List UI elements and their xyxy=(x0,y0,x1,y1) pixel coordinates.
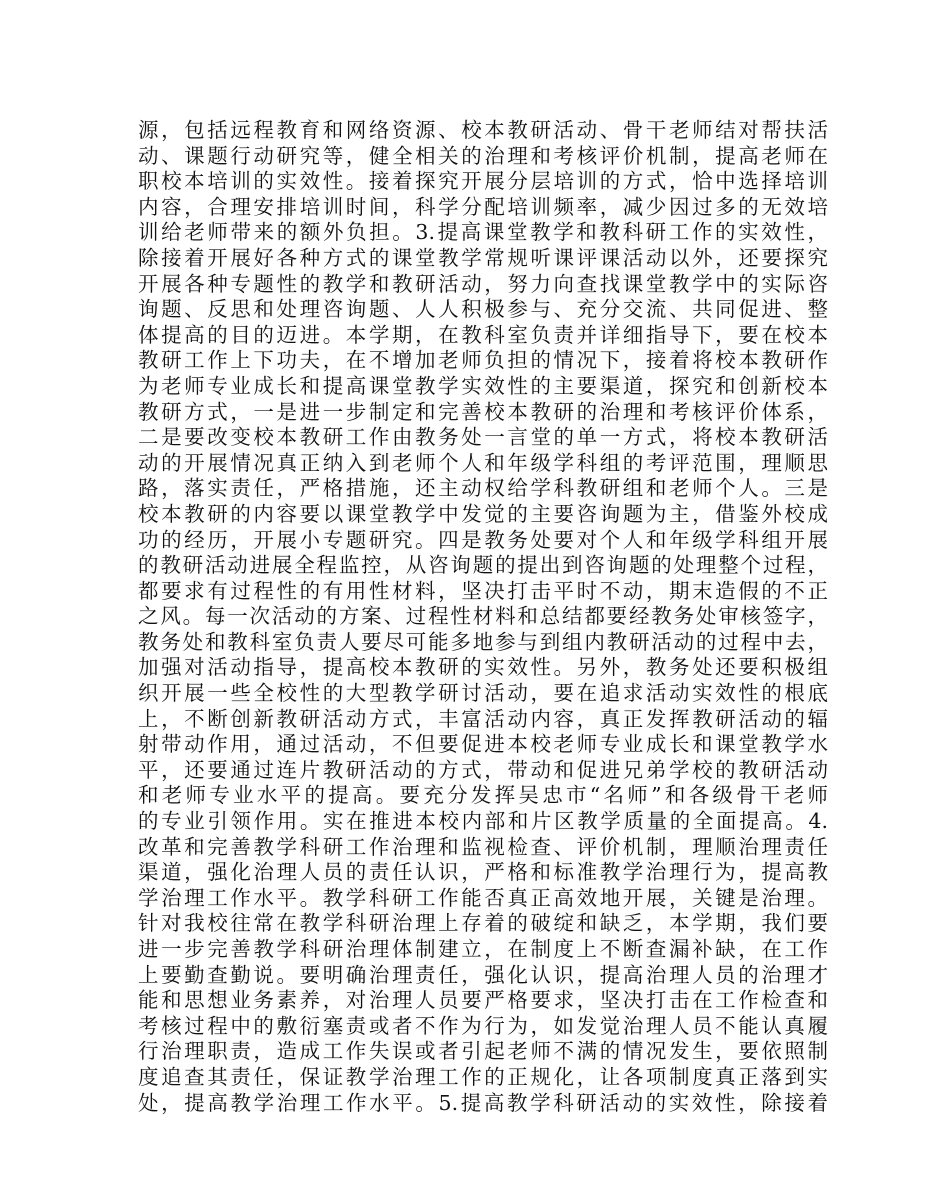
text-line: 渠道，强化治理人员的责任认识，严格和标准教学治理行为，提高教 xyxy=(138,860,828,885)
text-line: 源，包括远程教育和网络资源、校本教研活动、骨干老师结对帮扶活 xyxy=(138,118,828,142)
text-line: 除接着开展好各种方式的课堂教学常规听课评课活动以外，还要探究 xyxy=(138,245,828,270)
text-line: 织开展一些全校性的大型教学研讨活动，要在追求活动实效性的根底 xyxy=(138,681,828,706)
text-line: 训给老师带来的额外负担。3.提高课堂教学和教科研工作的实效性， xyxy=(138,220,828,245)
text-line: 平，还要通过连片教研活动的方式，带动和促进兄弟学校的教研活动 xyxy=(138,757,828,782)
text-line: 行治理职责，造成工作失误或者引起老师不满的情况发生，要依照制 xyxy=(138,1039,828,1064)
text-line: 加强对活动指导，提高校本教研的实效性。另外，教务处还要积极组 xyxy=(138,655,828,680)
text-line: 的专业引领作用。实在推进本校内部和片区教学质量的全面提高。4. xyxy=(138,809,828,834)
text-line: 进一步完善教学科研治理体制建立，在制度上不断查漏补缺，在工作 xyxy=(138,937,828,961)
text-line: 上，不断创新教研活动方式，丰富活动内容，真正发挥教研活动的辐 xyxy=(138,706,828,731)
text-line: 教研方式，一是进一步制定和完善校本教研的治理和考核评价体系， xyxy=(138,399,828,424)
text-line: 上要勤查勤说。要明确治理责任，强化认识，提高治理人员的治理才 xyxy=(138,962,828,987)
text-line: 针对我校往常在教学科研治理上存着的破绽和缺乏，本学期，我们要 xyxy=(138,911,828,936)
text-line: 路，落实责任，严格措施，还主动权给学科教研组和老师个人。三是 xyxy=(138,476,828,501)
text-line: 考核过程中的敷衍塞责或者不作为行为，如发觉治理人员不能认真履 xyxy=(138,1013,828,1038)
text-line: 教务处和教科室负责人要尽可能多地参与到组内教研活动的过程中去， xyxy=(138,629,828,654)
text-line: 为老师专业成长和提高课堂教学实效性的主要渠道，探究和创新校本 xyxy=(138,373,828,398)
text-line: 体提高的目的迈进。本学期，在教科室负责并详细指导下，要在校本 xyxy=(138,322,828,347)
text-line: 之风。每一次活动的方案、过程性材料和总结都要经教务处审核签字， xyxy=(138,604,828,629)
text-line: 校本教研的内容要以课堂教学中发觉的主要咨询题为主，借鉴外校成 xyxy=(138,501,828,526)
body-text xyxy=(138,118,828,1116)
text-line: 能和思想业务素养，对治理人员要严格要求，坚决打击在工作检查和 xyxy=(138,988,828,1013)
text-line: 的教研活动进展全程监控，从咨询题的提出到咨询题的处理整个过程， xyxy=(138,553,828,578)
text-line: 功的经历，开展小专题研究。四是教务处要对个人和年级学科组开展 xyxy=(138,527,828,552)
text-line: 改革和完善教学科研工作治理和监视检查、评价机制，理顺治理责任 xyxy=(138,834,828,859)
text-line: 内容，合理安排培训时间，科学分配培训频率，减少因过多的无效培 xyxy=(138,194,828,219)
text-line: 开展各种专题性的教学和教研活动，努力向查找课堂教学中的实际咨 xyxy=(138,271,828,296)
text-line: 职校本培训的实效性。接着探究开展分层培训的方式，恰中选择培训 xyxy=(138,169,828,194)
text-line: 动、课题行动研究等，健全相关的治理和考核评价机制，提高老师在 xyxy=(138,143,828,168)
text-line: 询题、反思和处理咨询题、人人积极参与、充分交流、共同促进、整 xyxy=(138,297,828,322)
text-line: 都要求有过程性的有用性材料，坚决打击平时不动，期末造假的不正 xyxy=(138,578,828,603)
text-line: 学治理工作水平。教学科研工作能否真正高效地开展，关键是治理。 xyxy=(138,885,828,910)
text-line: 和老师专业水平的提高。要充分发挥吴忠市“名师”和各级骨干老师 xyxy=(138,783,828,808)
text-line: 处，提高教学治理工作水平。5.提高教学科研活动的实效性，除接着 xyxy=(138,1090,828,1115)
text-line: 二是要改变校本教研工作由教务处一言堂的单一方式，将校本教研活 xyxy=(138,425,828,450)
text-line: 度追查其责任，保证教学治理工作的正规化，让各项制度真正落到实 xyxy=(138,1064,828,1089)
text-line: 射带动作用，通过活动，不但要促进本校老师专业成长和课堂教学水 xyxy=(138,732,828,757)
text-line: 动的开展情况真正纳入到老师个人和年级学科组的考评范围，理顺思 xyxy=(138,450,828,475)
text-line: 教研工作上下功夫，在不增加老师负担的情况下，接着将校本教研作 xyxy=(138,348,828,373)
